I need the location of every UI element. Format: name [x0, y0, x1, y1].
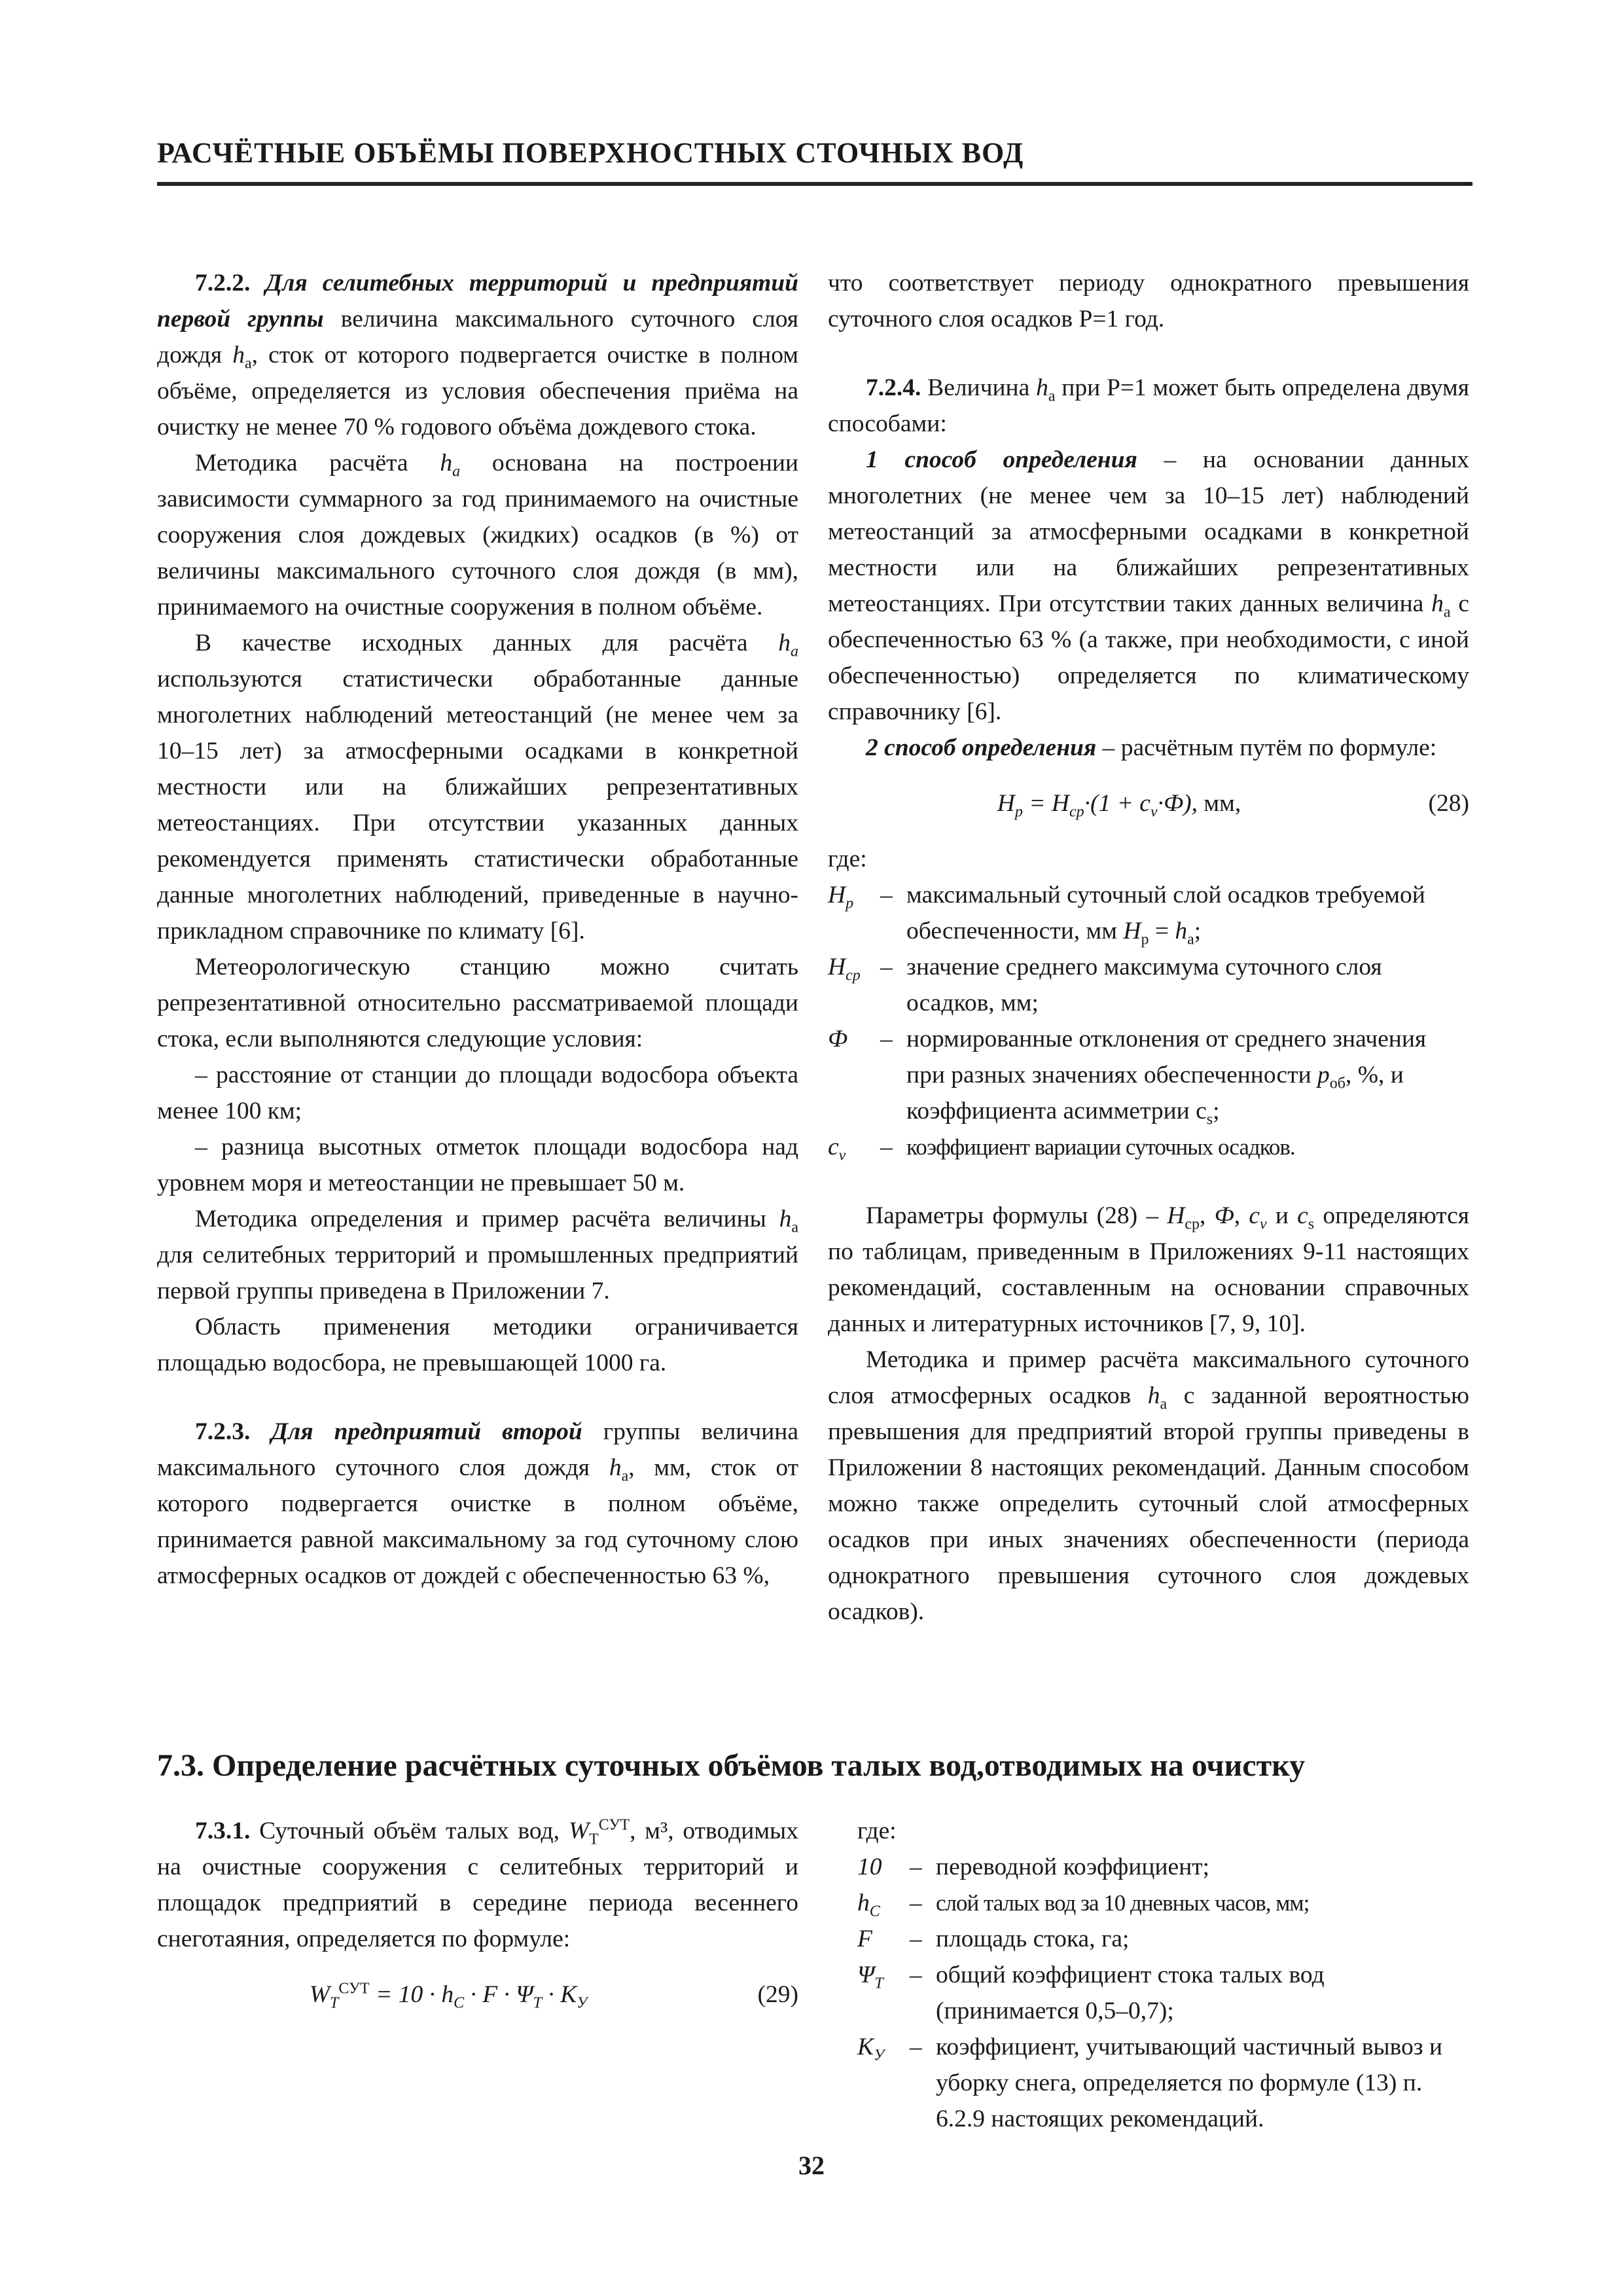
paragraph: Параметры формулы $(28) - H_{ср}$, Ф, $c_v$ и $c_s$ определяются по таблицам, приведенным в Приложениях 9-11 настоящих рекомендаций, составленным на основании справочных данных и литературных источников [7, 9, 10].	[828, 1202, 1470, 1337]
definition-item: $H_{ср}$ – значение среднего максимума суточного слоя осадков, мм;	[828, 954, 1382, 1016]
method-1: 1 способ определения – на основании данных многолетних (не менее чем за 10–15 лет) наблюдений метеостанций за атмосферными осадками в конкретной местности или на ближайших репрезентативных метеостанциях. При отсутствии таких данных величина $h_a$ с обеспеченностью 63 % (а также, при необходимости, с иной обеспеченностью) определяется по климатическому справочнику [6].	[828, 446, 1469, 725]
definition-item: 10 – переводной коэффициент;	[857, 1854, 1210, 1880]
definition-item: Ф – нормированные отклонения от среднего значения при разных значениях обеспеченности $p_{об}$, %, и коэффициента асимметрии $c_s$;	[828, 1026, 1427, 1128]
definition-item: $\Psi_Т$ – общий коэффициент стока талых вод (принимается 0,5–0,7);	[857, 1962, 1325, 2024]
method-2: 2 способ определения – расчётным путём по формуле:	[866, 734, 1437, 761]
list-item: – расстояние от станции до площади водосбора объекта менее 100 км;	[157, 1062, 798, 1124]
left-column-7-3	[157, 1813, 798, 2032]
where-label: где:	[828, 846, 867, 872]
paragraph-7-3-1: 7.3.1. Суточный объём талых вод, $W_Т^{СУТ}$, м³, отводимых на очистные сооружения с селитебных территорий и площадок предприятий в середине периода весеннего снеготаяния, определяется по формуле:	[157, 1816, 798, 1952]
page-number: 32	[798, 2151, 825, 2180]
paragraph-7-2-3: 7.2.3. Для предприятий второй группы величина максимального суточного слоя дождя $h_а$, мм, сток от которого подвергается очистке в полном объёме, принимается равной максимальному за год суточному слою атмосферных осадков от дождей с обеспеченностью 63 %,	[157, 1418, 798, 1589]
definition-item: F – площадь стока, га;	[857, 1926, 1130, 1952]
formula-29: $W_Т^{СУТ} = 10 \cdot h_С \cdot F \cdot \Psi_Т \cdot K_У$ (29)	[309, 1980, 798, 2012]
paragraph: Методика расчёта $h_a$ основана на построении зависимости суммарного за год принимаемого на очистные сооружения слоя дождевых (жидких) осадков (в %) от величины максимального суточного слоя дождя (в мм), принимаемого на очистные сооружения в полном объёме.	[157, 450, 798, 620]
paragraph: Метеорологическую станцию можно считать репрезентативной относительно рассматриваемой площади стока, если выполняются следующие условия:	[157, 954, 798, 1052]
definition-item: $H_p$ – максимальный суточный слой осадков требуемой обеспеченности, мм $H_р = h_а$;	[828, 882, 1425, 948]
running-header: РАСЧЁТНЫЕ ОБЪЁМЫ ПОВЕРХНОСТНЫХ СТОЧНЫХ ВОД	[157, 137, 1024, 169]
paragraph-7-2-2: 7.2.2. Для селитебных территорий и предприятий первой группы величина максимального суточного слоя дождя $h_а$, сток от которого подвергается очистке в полном объёме, определяется из условия обеспечения приёма на очистку не менее 70 % годового объёма дождевого стока.	[157, 270, 799, 440]
definition-item: $c_v$ – коэффициент вариации суточных осадков.	[828, 1134, 1295, 1164]
definition-item: $K_У$ – коэффициент, учитывающий частичный вывоз и уборку снега, определяется по формуле (13) п. 6.2.9 настоящих рекомендаций.	[857, 2034, 1443, 2132]
right-column-7-3	[857, 1813, 1469, 2137]
definition-item: $h_С$ – слой талых вод за 10 дневных часов, мм;	[857, 1890, 1310, 1920]
paragraph: Область применения методики ограничивается площадью водосбора, не превышающей 1000 га.	[157, 1314, 798, 1376]
paragraph-7-2-4: 7.2.4. Величина $h_a$ при P=1 может быть определена двумя способами:	[828, 374, 1469, 437]
paragraph: Методика определения и пример расчёта величины $h_а$ для селитебных территорий и промышленных предприятий первой группы приведена в Приложении 7.	[157, 1206, 798, 1304]
definitions-29	[857, 1849, 1469, 2137]
list-item: – разница высотных отметок площади водосбора над уровнем моря и метеостанции не превышает 50 м.	[157, 1134, 798, 1196]
left-column	[157, 265, 798, 1594]
section-title-7-3: 7.3. Определение расчётных суточных объёмов талых вод,отводимых на очистку	[157, 1748, 1306, 1783]
right-column	[828, 265, 1469, 1630]
paragraph: В качестве исходных данных для расчёта $h_a$ используются статистически обработанные данные многолетних наблюдений метеостанций (не менее чем за 10–15 лет) за атмосферными осадками в конкретной местности или на ближайших репрезентативных метеостанциях. При отсутствии указанных данных рекомендуется применять статистически обработанные данные многолетних наблюдений, приведенные в научно-прикладном справочнике по климату [6].	[157, 630, 798, 944]
where-label: где:	[857, 1818, 897, 1844]
paragraph: что соответствует периоду однократного превышения суточного слоя осадков P=1 год.	[828, 270, 1469, 332]
paragraph: Методика и пример расчёта максимального суточного слоя атмосферных осадков $h_a$ с заданной вероятностью превышения для предприятий второй группы приведены в Приложении 8 настоящих рекомендаций. Данным способом можно также определить суточный слой атмосферных осадков при иных значениях обеспеченности (периода однократного превышения суточного слоя дождевых осадков).	[828, 1346, 1469, 1625]
definitions-28	[828, 877, 1469, 1165]
formula-28: $H_p = H_{ср}\cdot(1 + c_v\cdot Ф)$, мм, (28)	[997, 790, 1469, 821]
header-rule	[157, 182, 1472, 186]
